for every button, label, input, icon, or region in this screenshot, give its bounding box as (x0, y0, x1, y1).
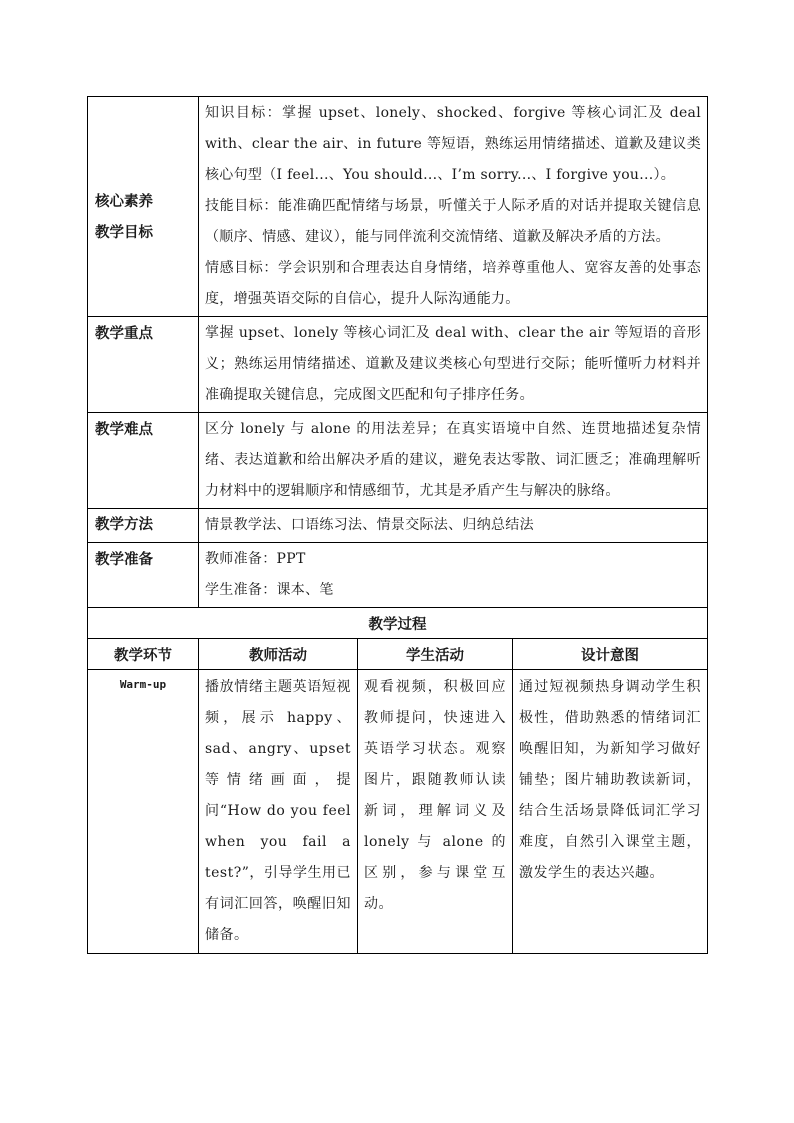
teacher-preparation: 教师准备：PPT (205, 551, 306, 567)
header-teacher-activity: 教师活动 (199, 639, 358, 670)
process-title: 教学过程 (88, 608, 708, 639)
key-points-content: 掌握 upset、lonely 等核心词汇及 deal with、clear the air 等短语的音形义；熟练运用情绪描述、道歉及建议类核心句型进行交际；能听懂听力材料并准确提取关键信息，完成图文匹配和句子排序任务。 (199, 317, 708, 413)
stage-warmup: Warm-up (88, 670, 199, 954)
process-title-row (88, 608, 708, 639)
lesson-plan (87, 96, 707, 954)
process-header-row (88, 639, 708, 670)
student-activity: 观看视频，积极回应教师提问，快速进入英语学习状态。观察图片，跟随教师认读新词，理解词义及 lonely 与 alone 的区别，参与课堂互动。 (358, 670, 513, 954)
teacher-activity: 播放情绪主题英语短视频，展示 happy、sad、angry、upset 等情绪画面，提问“How do you feel when you fail a test?”，引导学生用已有词汇回答，唤醒旧知储备。 (199, 670, 358, 954)
methods-label: 教学方法 (88, 509, 199, 543)
key-points-row (88, 317, 708, 413)
objectives-content (199, 97, 708, 317)
emotion-objective: 情感目标：学会识别和合理表达自身情绪，培养尊重他人、宽容友善的处事态度，增强英语交际的自信心，提升人际沟通能力。 (205, 260, 701, 307)
difficulties-row (88, 413, 708, 509)
header-stage: 教学环节 (88, 639, 199, 670)
knowledge-objective: 知识目标：掌握 upset、lonely、shocked、forgive 等核心词汇及 deal with、clear the air、in future 等短语，熟练运用情绪描述、道歉及建议类核心句型（I feel...、You should...、I’m sorry...、I forgive you...）。 (205, 105, 701, 183)
preparation-label: 教学准备 (88, 543, 199, 608)
student-preparation: 学生准备：课本、笔 (205, 582, 334, 598)
lesson-plan-table (87, 96, 708, 954)
header-student-activity: 学生活动 (358, 639, 513, 670)
methods-content: 情景教学法、口语练习法、情景交际法、归纳总结法 (199, 509, 708, 543)
difficulties-label: 教学难点 (88, 413, 199, 509)
preparation-row (88, 543, 708, 608)
warmup-row (88, 670, 708, 954)
difficulties-content: 区分 lonely 与 alone 的用法差异；在真实语境中自然、连贯地描述复杂情绪、表达道歉和给出解决矛盾的建议，避免表达零散、词汇匮乏；准确理解听力材料中的逻辑顺序和情感细节，尤其是矛盾产生与解决的脉络。 (199, 413, 708, 509)
key-points-label: 教学重点 (88, 317, 199, 413)
objectives-row (88, 97, 708, 317)
skill-objective: 技能目标：能准确匹配情绪与场景，听懂关于人际矛盾的对话并提取关键信息（顺序、情感、建议），能与同伴流利交流情绪、道歉及解决矛盾的方法。 (205, 198, 701, 245)
design-intent: 通过短视频热身调动学生积极性，借助熟悉的情绪词汇唤醒旧知，为新知学习做好铺垫；图片辅助教读新词，结合生活场景降低词汇学习难度，自然引入课堂主题，激发学生的表达兴趣。 (513, 670, 708, 954)
header-design-intent: 设计意图 (513, 639, 708, 670)
objectives-label: 核心素养 教学目标 (88, 97, 199, 317)
preparation-content (199, 543, 708, 608)
methods-row (88, 509, 708, 543)
